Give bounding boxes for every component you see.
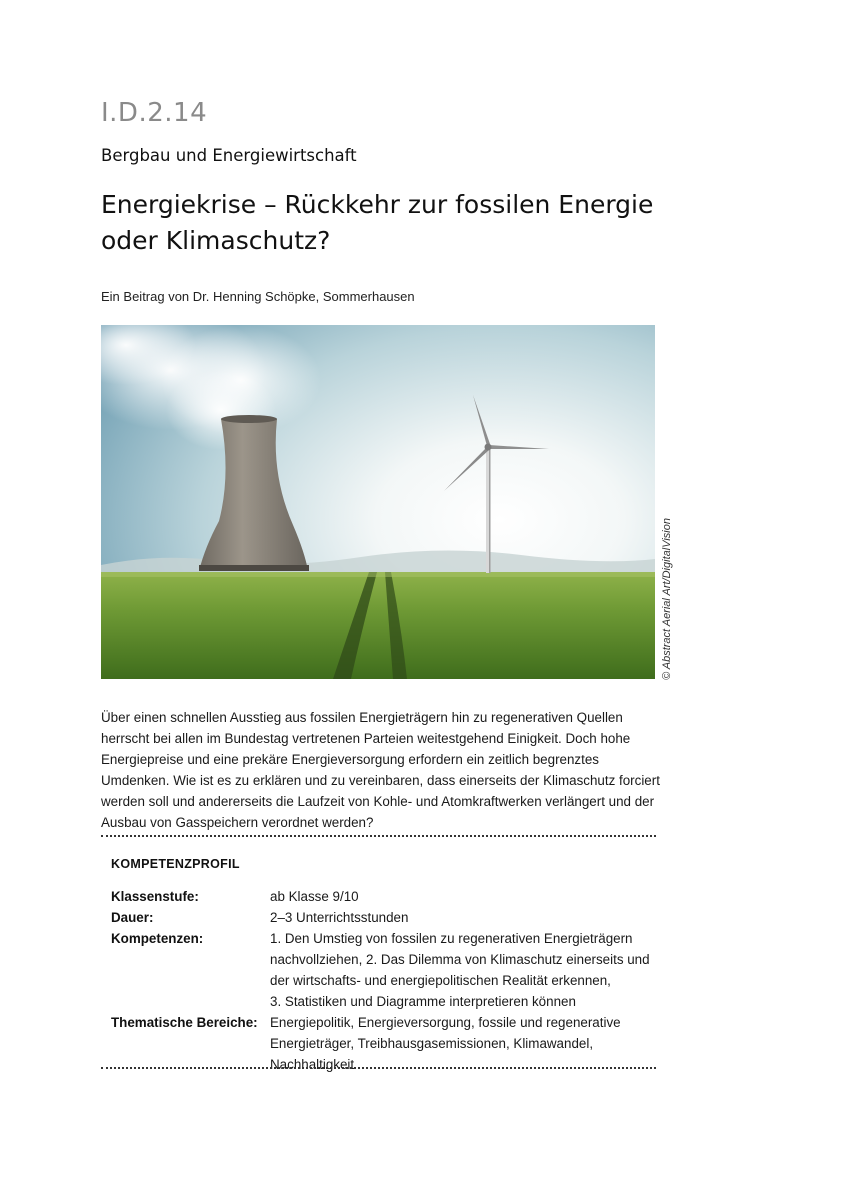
title-line-1: Energiekrise – Rückkehr zur fossilen Energie (101, 190, 654, 219)
kompetenzprofil-heading: KOMPETENZPROFIL (111, 857, 240, 871)
intro-paragraph: Über einen schnellen Ausstieg aus fossilen Energieträgern hin zu regenerativen Quellen herrscht bei allen im Bundestag vertretenen Parteien weitestgehend Einigkeit. Doch hohe Energiepreise und eine prekäre Energieversorgung erfordern ein zeitlich begrenztes Umdenken. Wie ist es zu erklären und zu vereinbaren, dass einerseits der Klimaschutz forciert werden soll und andererseits die Laufzeit von Kohle- und Atomkraftwerken verlängert und der Ausbau von Gasspeichern verordnet werden? (101, 710, 660, 830)
divider-top (101, 835, 656, 837)
profile-row-dauer (111, 907, 656, 928)
profile-value: ab Klasse 9/10 (270, 889, 359, 904)
title-line-2: oder Klimaschutz? (101, 226, 331, 255)
profile-label: Thematische Bereiche: (111, 1015, 258, 1030)
section-heading: Bergbau und Energiewirtschaft (101, 146, 357, 165)
profile-value: 2–3 Unterrichtsstunden (270, 910, 409, 925)
profile-label (111, 991, 270, 1012)
profile-label: Dauer: (111, 910, 154, 925)
profile-row-kompetenzen-cont (111, 991, 656, 1012)
profile-value: 1. Den Umstieg von fossilen zu regenerativen Energieträgern nachvollziehen, 2. Das Dilemma von Klimaschutz einerseits und der wirtschafts- und energiepolitischen Realität erkennen, (270, 931, 650, 988)
profile-label: Kompetenzen: (111, 931, 204, 946)
profile-row-kompetenzen (111, 928, 656, 991)
document-title (101, 187, 701, 259)
author-line: Ein Beitrag von Dr. Henning Schöpke, Sommerhausen (101, 289, 415, 304)
profile-value: Energiepolitik, Energieversorgung, fossile und regenerative Energieträger, Treibhausgasemissionen, Klimawandel, Nachhaltigkeit (270, 1015, 621, 1072)
divider-bottom (101, 1067, 656, 1069)
profile-row-klassenstufe (111, 886, 656, 907)
profile-row-thematische-bereiche (111, 1012, 656, 1075)
image-credit: © Abstract Aerial Art/DigitalVision (661, 518, 673, 680)
profile-label: Klassenstufe: (111, 889, 199, 904)
kompetenzprofil-table (111, 886, 656, 1075)
document-code: I.D.2.14 (101, 98, 208, 128)
profile-value: 3. Statistiken und Diagramme interpretieren können (270, 994, 576, 1009)
cover-photo (101, 325, 655, 679)
